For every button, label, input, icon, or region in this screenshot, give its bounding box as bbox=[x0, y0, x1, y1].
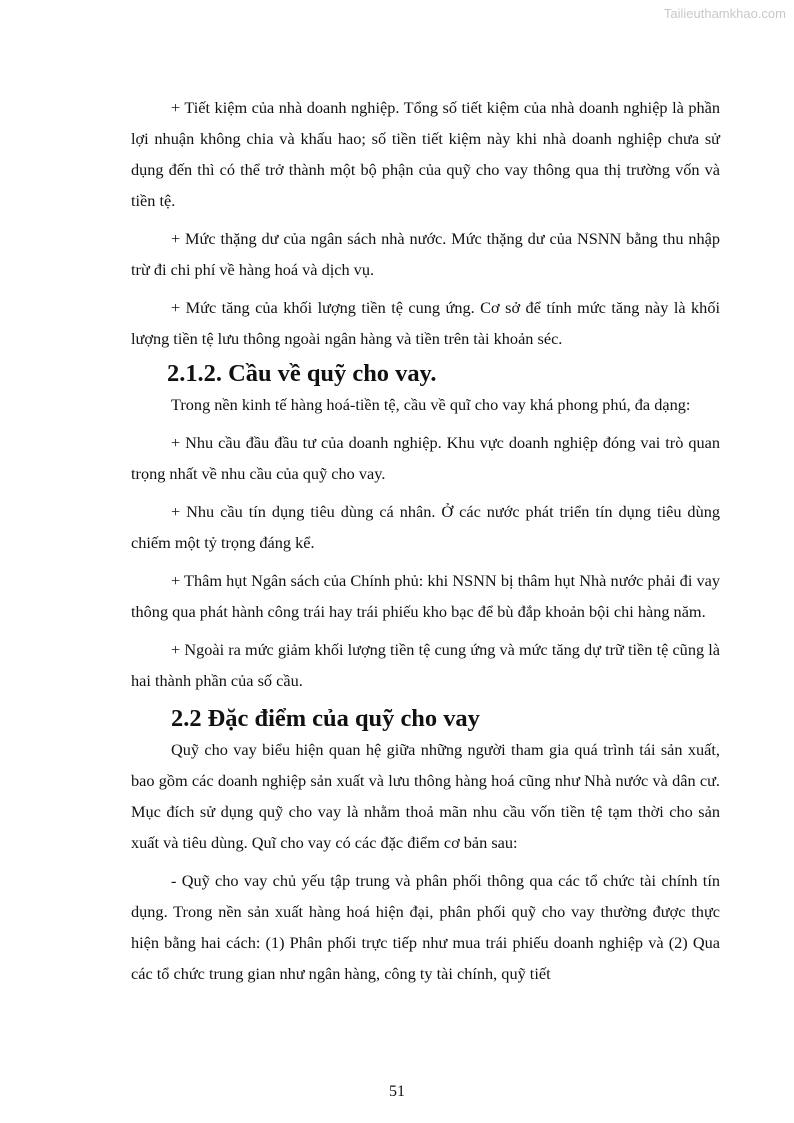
watermark: Tailieuthamkhao.com bbox=[663, 6, 786, 21]
page-number: 51 bbox=[389, 1083, 405, 1100]
paragraph-business-investment-demand: + Nhu cầu đầu đầu tư của doanh nghiệp. Khu vực doanh nghiệp đóng vai trò quan trọng nhất về nhu cầu của quỹ cho vay. bbox=[131, 433, 720, 483]
section-heading-2-2: 2.2 Đặc điểm của quỹ cho vay bbox=[171, 705, 480, 732]
paragraph-budget-surplus: + Mức thặng dư của ngân sách nhà nước. Mức thặng dư của NSNN bằng thu nhập trừ đi chi phí về hàng hoá và dịch vụ. bbox=[131, 229, 720, 279]
paragraph-loan-fund-characteristics: Quỹ cho vay biểu hiện quan hệ giữa những người tham gia quá trình tái sản xuất, bao gồm các doanh nghiệp sản xuất và lưu thông hàng hoá cũng như Nhà nước và dân cư. Mục đích sử dụng quỹ cho vay là nhằm thoả mãn nhu cầu vốn tiền tệ tạm thời cho sản xuất và tiêu dùng. Quĩ cho vay có các đặc điểm cơ bản sau: bbox=[131, 740, 720, 852]
paragraph-loan-fund-distribution: - Quỹ cho vay chủ yếu tập trung và phân phối thông qua các tổ chức tài chính tín dụng. Trong nền sản xuất hàng hoá hiện đại, phân phối quỹ cho vay thường được thực hiện bằng hai cách: (1) Phân phối trực tiếp như mua trái phiếu doanh nghiệp và (2) Qua các tổ chức trung gian như ngân hàng, công ty tài chính, quỹ tiết bbox=[131, 871, 720, 983]
document-page bbox=[131, 92, 720, 989]
paragraph-other-demand: + Ngoài ra mức giảm khối lượng tiền tệ cung ứng và mức tăng dự trữ tiền tệ cũng là hai thành phần của số cầu. bbox=[131, 640, 720, 690]
paragraph-business-savings: + Tiết kiệm của nhà doanh nghiệp. Tổng số tiết kiệm của nhà doanh nghiệp là phần lợi nhuận không chia và khấu hao; số tiền tiết kiệm này khi nhà doanh nghiệp chưa sử dụng đến thì có thể trở thành một bộ phận của quỹ cho vay thông qua thị trường vốn và tiền tệ. bbox=[131, 98, 720, 210]
paragraph-money-supply-increase: + Mức tăng của khối lượng tiền tệ cung ứng. Cơ sở để tính mức tăng này là khối lượng tiền tệ lưu thông ngoài ngân hàng và tiền trên tài khoản séc. bbox=[131, 298, 720, 348]
paragraph-consumer-credit-demand: + Nhu cầu tín dụng tiêu dùng cá nhân. Ở các nước phát triển tín dụng tiêu dùng chiếm một tỷ trọng đáng kể. bbox=[131, 502, 720, 552]
section-heading-2-1-2: 2.1.2. Cầu về quỹ cho vay. bbox=[167, 360, 437, 387]
paragraph-demand-intro: Trong nền kinh tế hàng hoá-tiền tệ, cầu về quĩ cho vay khá phong phú, đa dạng: bbox=[171, 395, 691, 414]
paragraph-budget-deficit: + Thâm hụt Ngân sách của Chính phủ: khi NSNN bị thâm hụt Nhà nước phải đi vay thông qua phát hành công trái hay trái phiếu kho bạc để bù đắp khoản bội chi hàng năm. bbox=[131, 571, 720, 621]
